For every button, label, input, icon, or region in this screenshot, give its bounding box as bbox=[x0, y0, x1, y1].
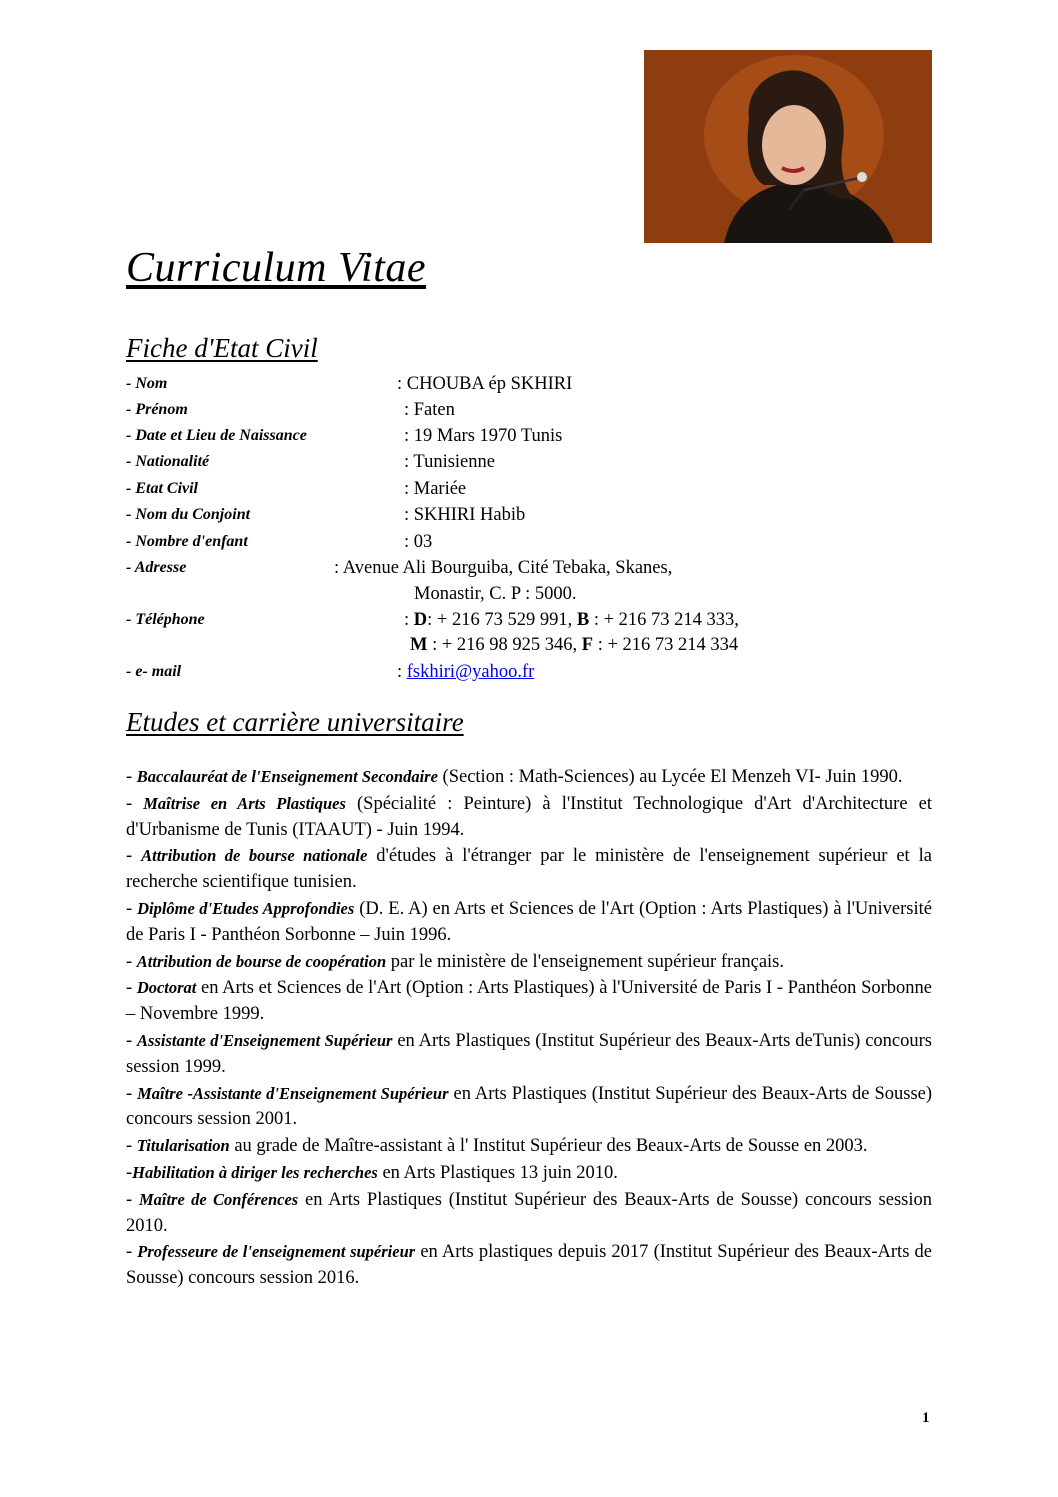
label-spouse: - Nom du Conjoint bbox=[126, 506, 251, 523]
item-text: (Section : Math-Sciences) au Lycée El Menzeh VI- Juin 1990. bbox=[437, 767, 903, 787]
label-phone: - Téléphone bbox=[126, 611, 205, 628]
career-item bbox=[126, 975, 932, 1028]
career-item bbox=[126, 1028, 932, 1081]
phone-d-label: D bbox=[413, 610, 428, 630]
career-item bbox=[126, 764, 932, 791]
career-item bbox=[126, 896, 932, 949]
career-heading: Etudes et carrière universitaire bbox=[126, 707, 464, 737]
career-item bbox=[126, 1187, 932, 1240]
career-item bbox=[126, 1239, 932, 1292]
career-item bbox=[126, 1081, 932, 1134]
career-item bbox=[126, 1160, 932, 1187]
value-nom: : CHOUBA ép SKHIRI bbox=[397, 374, 573, 394]
item-bullet: - bbox=[126, 767, 137, 787]
phone-f-value: : + 216 73 214 334 bbox=[597, 635, 739, 655]
item-bullet: - bbox=[126, 978, 137, 999]
value-children: : 03 bbox=[404, 532, 433, 552]
item-title: Titularisation bbox=[136, 1136, 230, 1156]
label-address: - Adresse bbox=[126, 559, 187, 576]
label-marital: - Etat Civil bbox=[126, 480, 198, 497]
phone-b-value: : + 216 73 214 333, bbox=[593, 610, 739, 630]
phone-m-label: M bbox=[410, 635, 428, 655]
phone-b-label: B bbox=[576, 610, 590, 630]
item-bullet: - bbox=[126, 793, 144, 814]
microphone-head bbox=[857, 172, 867, 182]
cv-title: Curriculum Vitae bbox=[126, 245, 427, 291]
phone-separator: : bbox=[404, 610, 410, 630]
item-title: Assistante d'Enseignement Supérieur bbox=[137, 1030, 393, 1050]
item-bullet: - bbox=[126, 1189, 139, 1210]
career-item bbox=[126, 1133, 932, 1160]
profile-photo bbox=[644, 50, 932, 243]
item-text: au grade de Maître-assistant à l' Institut Supérieur des Beaux-Arts de Sousse en 2003. bbox=[229, 1136, 868, 1157]
career-item bbox=[126, 843, 932, 896]
item-text: d'études à l'étranger par le ministère de l'enseignement supérieur et la recherche scientifique tunisien. bbox=[126, 846, 932, 893]
item-text: en Arts Plastiques (Institut Supérieur des Beaux-Arts deTunis) concours session 1999. bbox=[126, 1030, 932, 1077]
item-title: Maître -Assistante d'Enseignement Supérieur bbox=[137, 1083, 449, 1103]
portrait-image bbox=[644, 50, 932, 243]
item-bullet: - bbox=[126, 1136, 137, 1157]
item-bullet: - bbox=[126, 1242, 138, 1263]
item-bullet: - bbox=[126, 1030, 138, 1051]
item-text: en Arts Plastiques 13 juin 2010. bbox=[377, 1162, 618, 1183]
label-children: - Nombre d'enfant bbox=[126, 533, 248, 550]
value-birth: : 19 Mars 1970 Tunis bbox=[404, 426, 563, 446]
phone-f-label: F bbox=[581, 635, 594, 655]
label-nationality: - Nationalité bbox=[126, 453, 210, 470]
value-nationality: : Tunisienne bbox=[404, 452, 495, 472]
value-email bbox=[397, 661, 534, 683]
item-title: Maître de Conférences bbox=[138, 1189, 299, 1209]
item-title: Maîtrise en Arts Plastiques bbox=[143, 793, 346, 813]
item-bullet: - bbox=[126, 951, 137, 972]
value-address-line1: : Avenue Ali Bourguiba, Cité Tebaka, Skanes, bbox=[334, 558, 673, 578]
item-title: Baccalauréat de l'Enseignement Secondaire bbox=[136, 767, 438, 786]
email-separator: : bbox=[397, 662, 403, 682]
item-title: Habilitation à diriger les recherches bbox=[132, 1162, 378, 1182]
civil-status-heading: Fiche d'Etat Civil bbox=[126, 333, 318, 363]
item-bullet: - bbox=[126, 1083, 138, 1104]
career-list bbox=[126, 764, 932, 1292]
item-text: en Arts et Sciences de l'Art (Option : Arts Plastiques) à l'Université de Paris I - Panthéon Sorbonne – Novembre 1999. bbox=[126, 978, 932, 1025]
item-bullet: - bbox=[126, 1162, 133, 1183]
value-marital: : Mariée bbox=[404, 479, 467, 499]
item-title: Diplôme d'Etudes Approfondies bbox=[137, 898, 355, 918]
label-prenom: - Prénom bbox=[126, 401, 188, 418]
item-title: Doctorat bbox=[136, 978, 197, 998]
item-text: (Spécialité : Peinture) à l'Institut Technologique d'Art d'Architecture et d'Urbanisme de Tunis (ITAAUT) - Juin 1994. bbox=[126, 793, 932, 840]
item-text: en Arts plastiques depuis 2017 (Institut Supérieur des Beaux-Arts de Sousse) concours session 2016. bbox=[126, 1242, 932, 1289]
value-phone-line1 bbox=[404, 609, 739, 631]
item-text: par le ministère de l'enseignement supérieur français. bbox=[386, 951, 784, 972]
page-number: 1 bbox=[922, 1410, 930, 1426]
label-birth: - Date et Lieu de Naissance bbox=[126, 427, 307, 444]
item-text: en Arts Plastiques (Institut Supérieur des Beaux-Arts de Sousse) concours session 2010. bbox=[126, 1189, 933, 1236]
item-bullet: - bbox=[126, 898, 138, 919]
value-phone-line2 bbox=[410, 634, 738, 656]
item-title: Attribution de bourse nationale bbox=[141, 846, 368, 866]
career-item bbox=[126, 791, 932, 844]
item-title: Attribution de bourse de coopération bbox=[136, 951, 387, 971]
label-nom: - Nom bbox=[126, 375, 168, 392]
value-address-line2: Monastir, C. P : 5000. bbox=[414, 584, 577, 604]
email-link[interactable]: fskhiri@yahoo.fr bbox=[406, 662, 535, 682]
item-bullet: - bbox=[126, 846, 142, 867]
phone-d-value: : + 216 73 529 991, bbox=[427, 610, 573, 630]
item-title: Professeure de l'enseignement supérieur bbox=[137, 1242, 416, 1262]
value-prenom: : Faten bbox=[404, 400, 455, 420]
item-text: (D. E. A) en Arts et Sciences de l'Art (Option : Arts Plastiques) à l'Université de Paris I - Panthéon Sorbonne – Juin 1996. bbox=[126, 898, 932, 945]
career-item bbox=[126, 949, 932, 976]
item-text: en Arts Plastiques (Institut Supérieur des Beaux-Arts de Sousse) concours session 2001. bbox=[126, 1083, 933, 1130]
phone-m-value: : + 216 98 925 346, bbox=[432, 635, 578, 655]
label-email: - e- mail bbox=[126, 663, 182, 680]
value-spouse: : SKHIRI Habib bbox=[404, 505, 526, 525]
